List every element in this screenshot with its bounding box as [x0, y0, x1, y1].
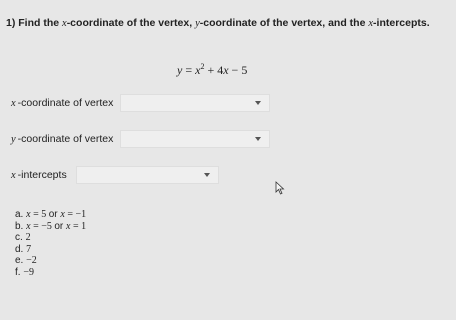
field-label-text: -coordinate of vertex [17, 133, 114, 145]
equation-lhs: y [177, 63, 183, 77]
option-var: x [26, 209, 31, 220]
chevron-down-icon [255, 137, 261, 141]
option-letter: c. [15, 232, 23, 244]
question-number: 1) [6, 17, 16, 29]
option-f [15, 267, 86, 279]
question-text-part-1: Find the [18, 17, 60, 29]
field-label-y-vertex [11, 133, 113, 145]
option-var: x [60, 209, 65, 220]
answer-options [15, 209, 86, 279]
option-value: −9 [23, 266, 34, 278]
field-label-text: -intercepts [17, 169, 67, 181]
equation-exponent: 2 [200, 62, 205, 71]
option-eq: = −5 [30, 220, 55, 232]
field-label-x-vertex [11, 97, 113, 109]
option-or: or [48, 209, 58, 220]
chevron-down-icon [255, 101, 261, 105]
option-d [15, 244, 86, 256]
question-text-part-3: -coordinate of the vertex, and the [199, 17, 366, 29]
equation [177, 62, 247, 78]
field-label-var: y [11, 134, 16, 145]
var-x: x [368, 18, 374, 29]
equation-plus: + 4 [204, 63, 224, 77]
y-vertex-dropdown[interactable] [120, 130, 270, 148]
option-var: x [66, 220, 71, 232]
option-eq: = 5 [30, 209, 49, 220]
var-x: x [62, 18, 67, 29]
option-e [15, 255, 86, 267]
option-value: 7 [26, 243, 32, 255]
x-intercepts-dropdown[interactable] [76, 166, 219, 184]
field-label-text: -coordinate of vertex [17, 97, 114, 109]
option-letter: a. [15, 209, 24, 220]
field-label-var: x [11, 98, 16, 109]
option-a [15, 209, 86, 221]
var-y: y [195, 18, 200, 29]
question-text [6, 17, 430, 29]
x-vertex-dropdown[interactable] [120, 94, 270, 112]
question-text-part-4: -intercepts. [373, 17, 430, 29]
equation-minus: − 5 [228, 63, 248, 77]
chevron-down-icon [204, 173, 210, 177]
option-value: 2 [25, 232, 31, 244]
option-letter: b. [15, 220, 24, 232]
option-or: or [54, 220, 64, 232]
mouse-pointer-icon [275, 181, 285, 195]
option-eq: = 1 [70, 220, 87, 232]
question-text-part-2: -coordinate of the vertex, [66, 17, 193, 29]
field-label-x-intercepts [11, 169, 67, 181]
option-letter: f. [15, 266, 21, 278]
field-label-var: x [11, 170, 16, 181]
option-letter: e. [15, 255, 24, 267]
equation-x2: x [223, 63, 229, 77]
option-var: x [26, 220, 31, 232]
equation-equals: = [182, 63, 196, 77]
option-c [15, 232, 86, 244]
option-value: −2 [26, 255, 37, 267]
equation-x1: x [195, 63, 201, 77]
option-eq: = −1 [64, 209, 87, 220]
option-b [15, 221, 86, 233]
option-letter: d. [15, 243, 24, 255]
